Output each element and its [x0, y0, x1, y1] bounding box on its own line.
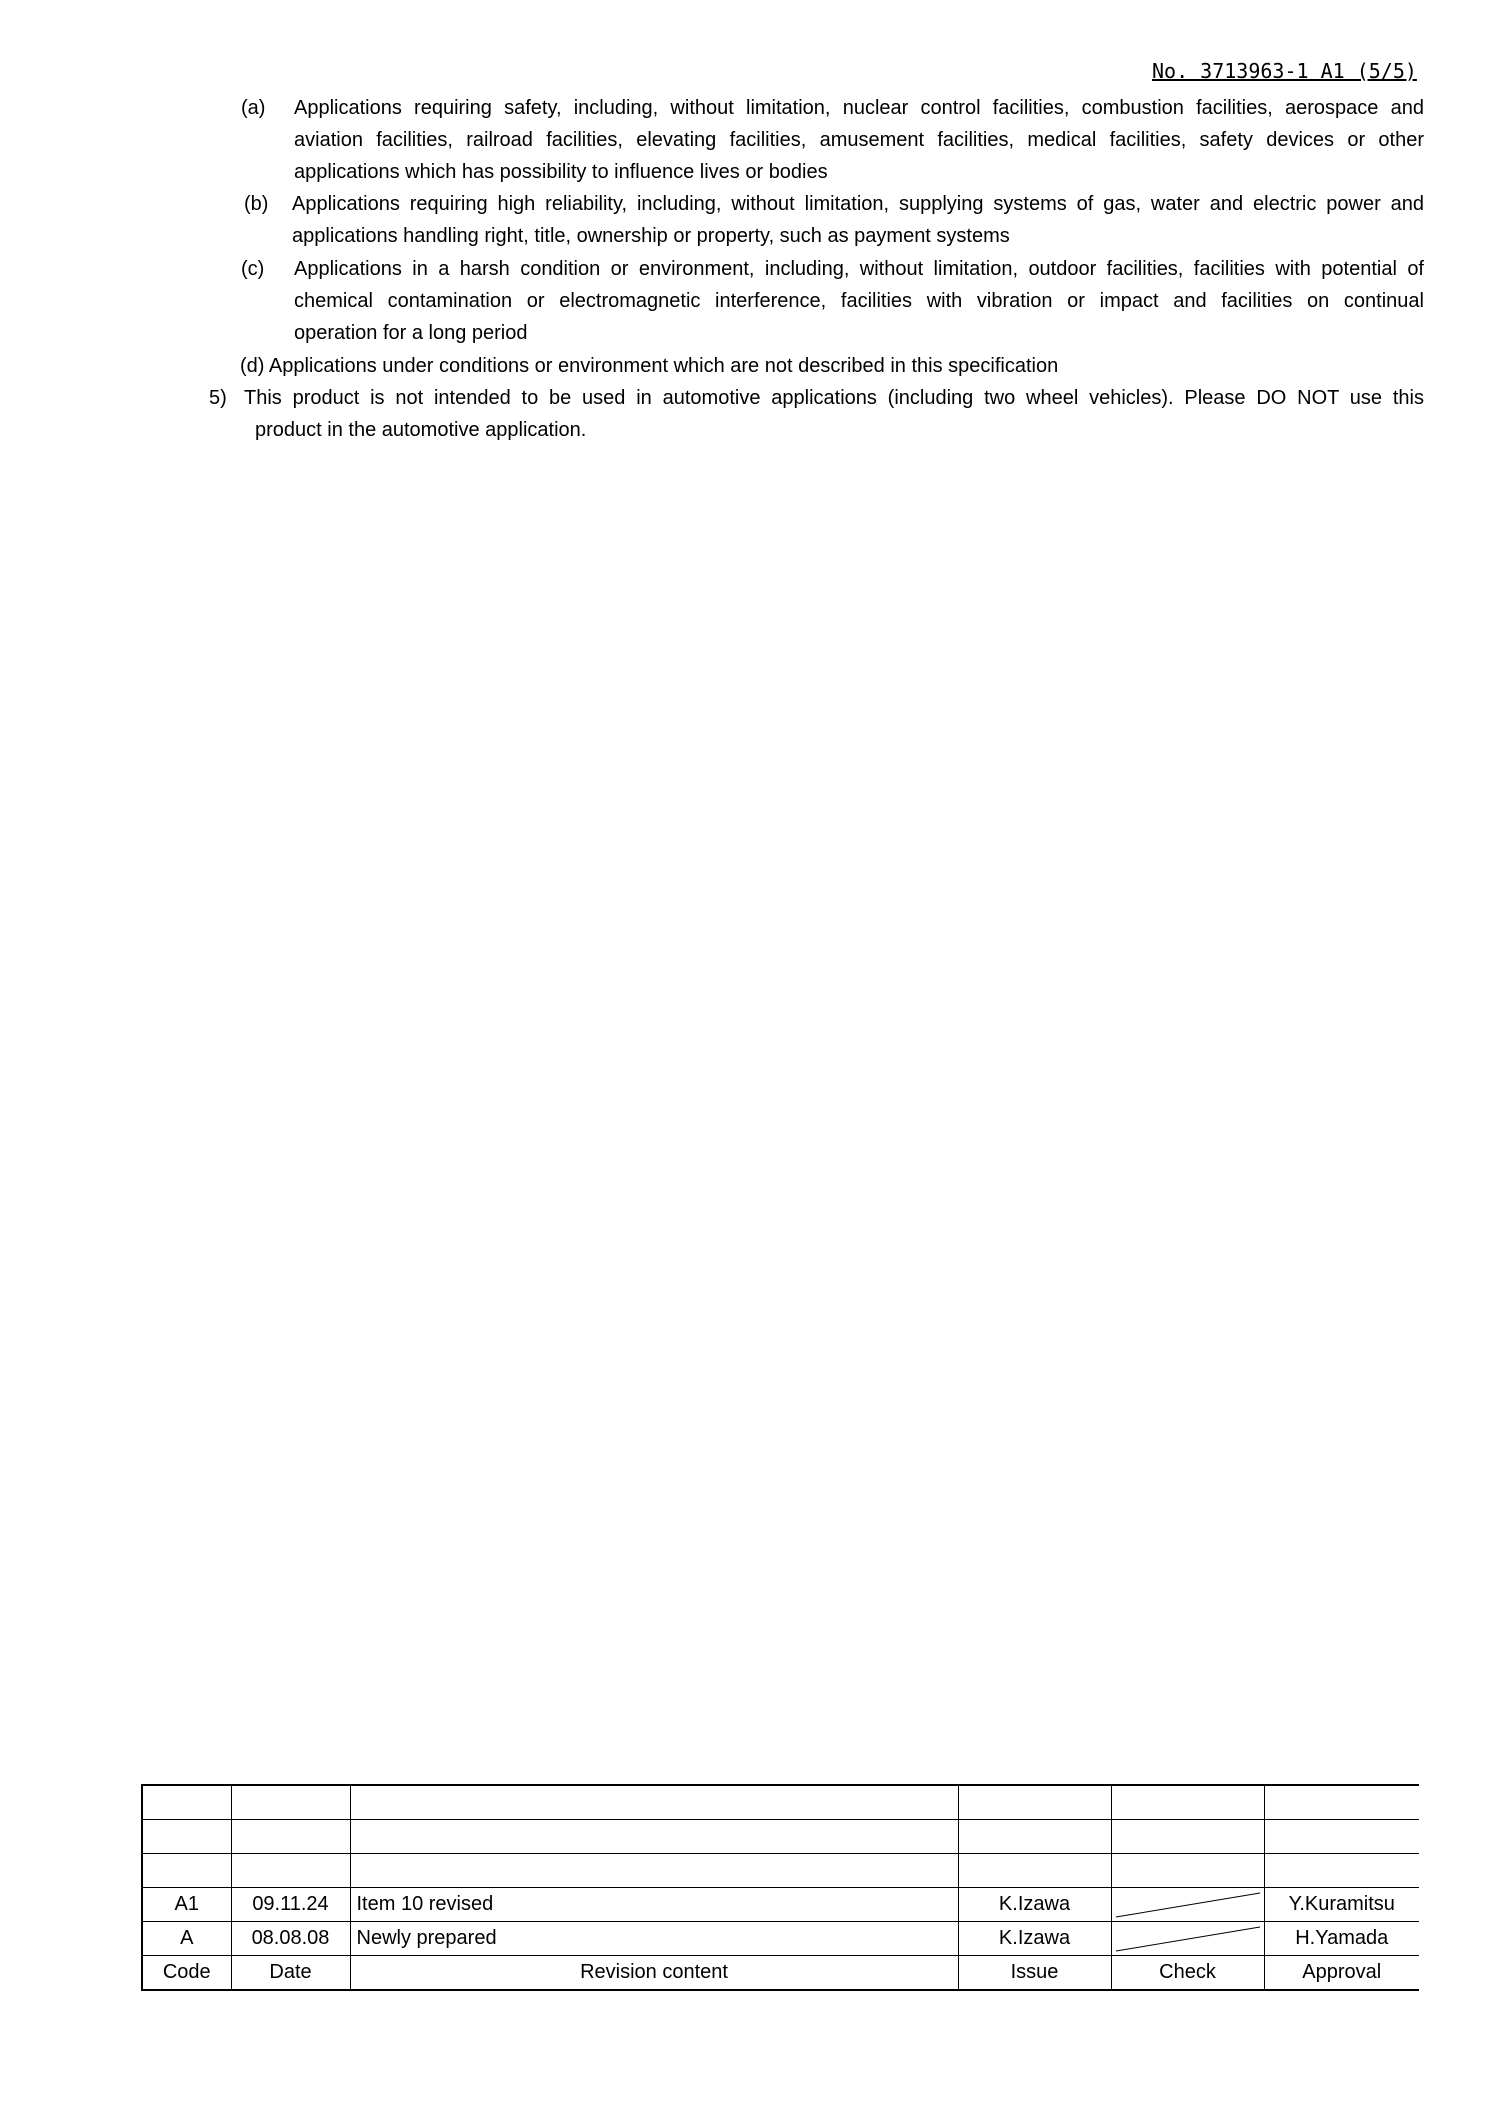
clause-b-line-2: applications handling right, title, ownership or property, such as payment systems [292, 225, 1010, 247]
empty-cell [1111, 1854, 1264, 1888]
clause-a-line-1: Applications requiring safety, including, without limitation, nuclear control facilities, combustion facilities, aerospace and [294, 97, 1424, 119]
document-number: No. 3713963-1 A1 (5/5) [1152, 59, 1417, 83]
table-row-revision-a1 [142, 1888, 1419, 1922]
revision-check-slash [1111, 1922, 1264, 1956]
revision-check-slash [1111, 1888, 1264, 1922]
revision-code: A1 [142, 1888, 231, 1922]
clause-c-line-2: chemical contamination or electromagnetic interference, facilities with vibration or impact and facilities on continual [294, 290, 1424, 312]
header-code: Code [142, 1956, 231, 1991]
header-issue: Issue [958, 1956, 1111, 1991]
table-header-row [142, 1956, 1419, 1991]
revision-issuer: K.Izawa [958, 1888, 1111, 1922]
table-row-empty [142, 1785, 1419, 1820]
header-approval: Approval [1264, 1956, 1419, 1991]
empty-cell [1264, 1820, 1419, 1854]
empty-cell [1111, 1820, 1264, 1854]
empty-cell [142, 1785, 231, 1820]
diagonal-slash-icon [1112, 1922, 1264, 1955]
empty-cell [958, 1820, 1111, 1854]
empty-cell [350, 1854, 958, 1888]
item-5-marker: 5) [209, 387, 227, 409]
revision-date: 09.11.24 [231, 1888, 350, 1922]
revision-content: Item 10 revised [350, 1888, 958, 1922]
empty-cell [958, 1785, 1111, 1820]
empty-cell [231, 1785, 350, 1820]
empty-cell [1264, 1785, 1419, 1820]
clause-b-line-1: Applications requiring high reliability, including, without limitation, supplying systems of gas, water and electric power and [292, 193, 1424, 215]
table-row-empty [142, 1854, 1419, 1888]
empty-cell [1264, 1854, 1419, 1888]
revision-approver: Y.Kuramitsu [1264, 1888, 1419, 1922]
clause-a-marker: (a) [241, 97, 266, 119]
revision-code: A [142, 1922, 231, 1956]
item-5-line-1: This product is not intended to be used in automotive applications (including two wheel vehicles). Please DO NOT use this [244, 387, 1424, 409]
header-revision-content: Revision content [350, 1956, 958, 1991]
diagonal-slash-icon [1112, 1888, 1264, 1921]
table-row-empty [142, 1820, 1419, 1854]
header-date: Date [231, 1956, 350, 1991]
clause-c-marker: (c) [241, 258, 265, 280]
revision-history-table [141, 1784, 1419, 1991]
header-check: Check [1111, 1956, 1264, 1991]
clause-c-line-3: operation for a long period [294, 322, 528, 344]
table-row-revision-a [142, 1922, 1419, 1956]
empty-cell [142, 1854, 231, 1888]
revision-content: Newly prepared [350, 1922, 958, 1956]
empty-cell [1111, 1785, 1264, 1820]
revision-approver: H.Yamada [1264, 1922, 1419, 1956]
empty-cell [231, 1854, 350, 1888]
empty-cell [231, 1820, 350, 1854]
empty-cell [142, 1820, 231, 1854]
clause-b-marker: (b) [244, 193, 269, 215]
clause-c-line-1: Applications in a harsh condition or environment, including, without limitation, outdoor facilities, facilities with potential of [294, 258, 1424, 280]
empty-cell [350, 1820, 958, 1854]
revision-date: 08.08.08 [231, 1922, 350, 1956]
clause-d-line: (d) Applications under conditions or environment which are not described in this specification [240, 355, 1059, 377]
empty-cell [958, 1854, 1111, 1888]
empty-cell [350, 1785, 958, 1820]
revision-issuer: K.Izawa [958, 1922, 1111, 1956]
item-5-line-2: product in the automotive application. [255, 419, 587, 441]
clause-a-line-2: aviation facilities, railroad facilities, elevating facilities, amusement facilities, medical facilities, safety devices or other [294, 129, 1424, 151]
clause-a-line-3: applications which has possibility to influence lives or bodies [294, 161, 828, 183]
